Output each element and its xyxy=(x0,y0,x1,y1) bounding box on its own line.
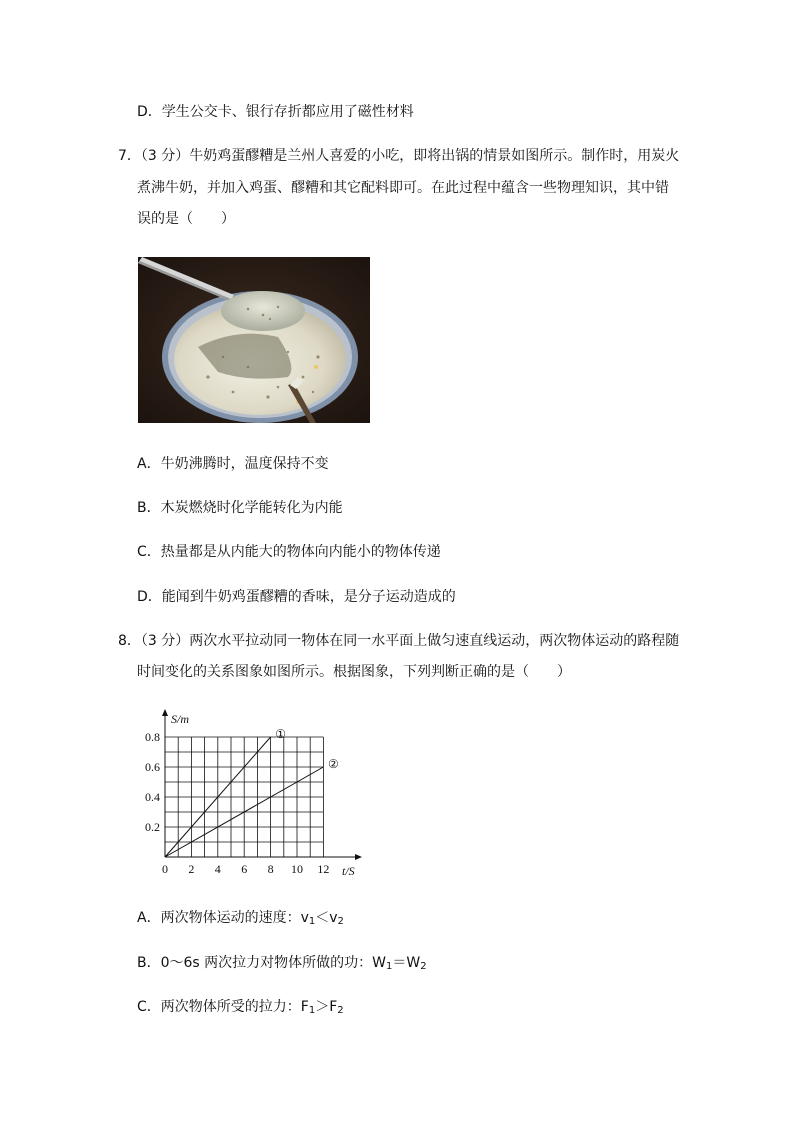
milk-egg-dessert-photo xyxy=(138,257,370,423)
q7-stem-line-2: 煮沸牛奶，并加入鸡蛋、醪糟和其它配料即可。在此过程中蕴含一些物理知识，其中错 xyxy=(137,180,669,196)
y-tick-label: 0.6 xyxy=(145,760,160,774)
q8-option-b xyxy=(137,953,427,977)
x-axis-arrow xyxy=(355,854,362,860)
q8-option-c-text: C．两次物体所受的拉力：F xyxy=(137,999,309,1015)
q7-option-a: A．牛奶沸腾时，温度保持不变 xyxy=(137,456,329,472)
y-tick-label: 0.2 xyxy=(145,820,160,834)
q6-option-d: D．学生公交卡、银行存折都应用了磁性材料 xyxy=(137,104,414,120)
q7-stem-line-3: 误的是（ ） xyxy=(137,211,235,227)
series-label-1: ① xyxy=(275,727,286,741)
q7-option-b: B．木炭燃烧时化学能转化为内能 xyxy=(137,500,343,516)
subscript: 1 xyxy=(308,916,316,927)
q8-option-a-mid: ＜v xyxy=(315,910,338,926)
subscript: 1 xyxy=(386,961,393,972)
y-axis-arrow xyxy=(162,709,168,716)
subscript: 2 xyxy=(337,916,344,927)
q8-option-c-mid: ＞F xyxy=(315,999,338,1015)
x-tick-label: 12 xyxy=(317,862,330,876)
q7-stem-line-1: 7．（3 分）牛奶鸡蛋醪糟是兰州人喜爱的小吃，即将出锅的情景如图所示。制作时，用炭火 xyxy=(118,148,680,164)
y-tick-label: 0.8 xyxy=(145,730,160,744)
y-axis-label: S/m xyxy=(171,712,189,726)
x-axis-label: t/S xyxy=(342,864,355,878)
q8-option-a-text: A．两次物体运动的速度：v xyxy=(137,910,309,926)
x-tick-label: 4 xyxy=(214,862,221,876)
graph-svg xyxy=(130,706,370,886)
x-tick-label: 10 xyxy=(291,862,303,876)
subscript: 1 xyxy=(308,1005,316,1016)
graph-axes xyxy=(162,709,362,860)
subscript: 2 xyxy=(337,1005,344,1016)
x-tick-label: 2 xyxy=(188,862,195,876)
q8-stem-line-1: 8．（3 分）两次水平拉动同一物体在同一水平面上做匀速直线运动，两次物体运动的路程随 xyxy=(118,633,680,649)
x-tick-label: 0 xyxy=(162,862,168,876)
x-tick-label: 6 xyxy=(241,862,248,876)
q8-stem-line-2: 时间变化的关系图象如图所示。根据图象，下列判断正确的是（ ） xyxy=(137,664,571,680)
q8-option-a xyxy=(137,908,344,932)
q8-option-b-mid: ＝W xyxy=(392,955,421,971)
graph-grid xyxy=(165,737,323,857)
q8-option-b-text: B．0～6s 两次拉力对物体所做的功：W xyxy=(137,955,387,971)
subscript: 2 xyxy=(420,961,427,972)
x-tick-label: 8 xyxy=(267,862,274,876)
distance-time-graph xyxy=(130,706,370,886)
q7-option-c: C．热量都是从内能大的物体向内能小的物体传递 xyxy=(137,544,441,560)
q8-option-c xyxy=(137,997,344,1021)
bowl-illustration xyxy=(138,257,370,423)
series-label-2: ② xyxy=(328,757,339,771)
y-tick-label: 0.4 xyxy=(145,790,160,804)
q7-option-d: D．能闻到牛奶鸡蛋醪糟的香味，是分子运动造成的 xyxy=(137,589,456,605)
